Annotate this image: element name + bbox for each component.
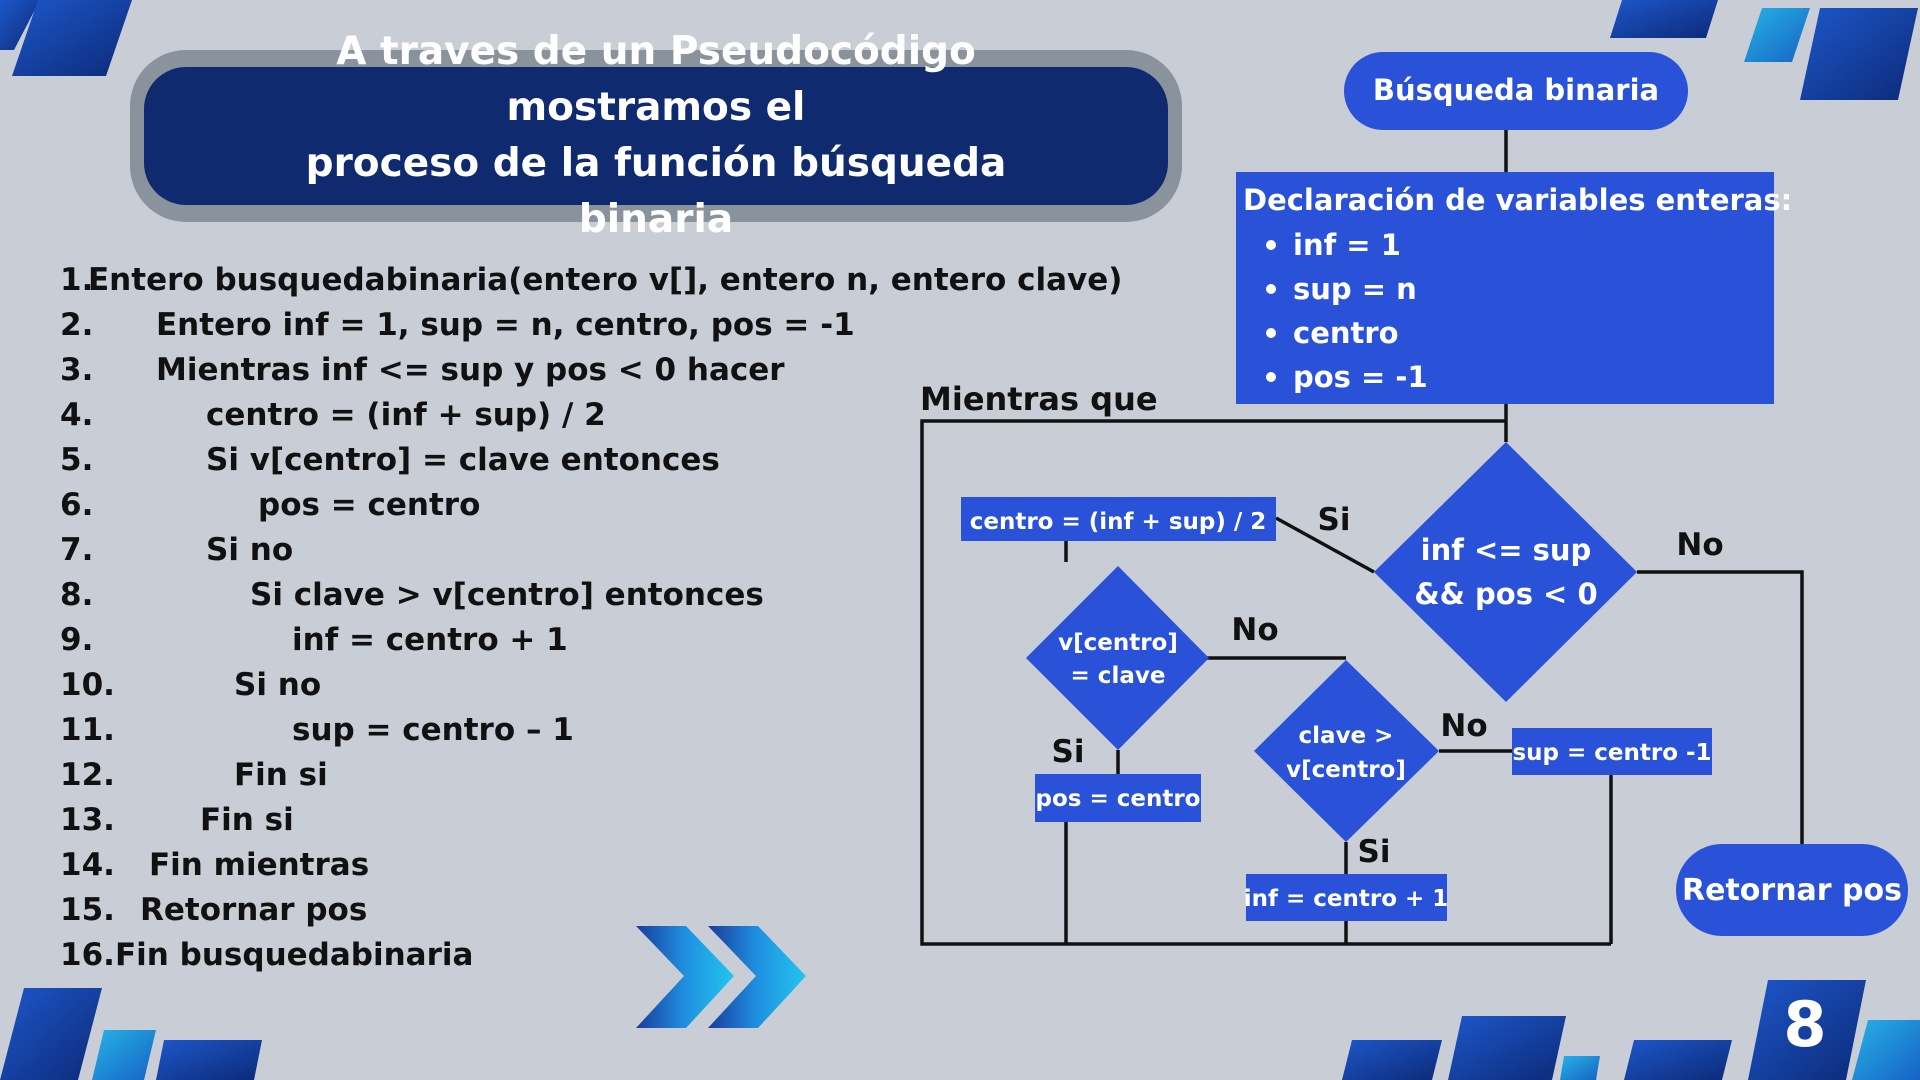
check-greater-line-2: v[centro]: [1286, 757, 1406, 783]
pseudocode-line-text: Entero busquedabinaria(entero v[], entero n, entero clave): [88, 262, 1123, 298]
pseudocode-line-number: 2.: [60, 307, 94, 343]
pseudocode-line-text: Si clave > v[centro] entonces: [250, 577, 764, 613]
pseudocode-line-number: 9.: [60, 622, 94, 658]
loop-condition-line-2: && pos < 0: [1414, 577, 1598, 611]
title-line-1: A traves de un Pseudocódigo mostramos el: [336, 29, 976, 130]
declaration-item-sup: sup = n: [1293, 272, 1417, 306]
pseudocode-line-number: 14.: [60, 847, 115, 883]
pseudocode-line-number: 4.: [60, 397, 94, 433]
title-line-2: proceso de la función búsqueda binaria: [305, 141, 1007, 242]
pseudocode-line-number: 3.: [60, 352, 94, 388]
check-greater-diamond: [1254, 660, 1439, 842]
loop-no-label: No: [1676, 527, 1724, 563]
pseudocode-line-text: pos = centro: [258, 487, 481, 523]
connector-loop-no: [1637, 572, 1802, 844]
pseudocode-line-text: Entero inf = 1, sup = n, centro, pos = -1: [156, 307, 855, 343]
pseudocode-line-number: 16.: [60, 937, 115, 973]
greater-no-label: No: [1440, 708, 1488, 744]
check-greater-line-1: clave >: [1298, 723, 1394, 749]
check-equal-line-2: = clave: [1070, 663, 1166, 689]
check-equal-line-1: v[centro]: [1058, 630, 1178, 656]
greater-yes-label: Si: [1357, 834, 1391, 870]
pseudocode-line-text: Retornar pos: [140, 892, 368, 928]
pseudocode-line-text: Fin si: [200, 802, 294, 838]
pseudocode-line-text: sup = centro – 1: [292, 712, 574, 748]
pseudocode-line-text: Fin mientras: [149, 847, 370, 883]
pseudocode-line-number: 11.: [60, 712, 115, 748]
loop-label: Mientras que: [920, 380, 1158, 418]
check-equal-diamond: [1026, 566, 1209, 750]
pseudocode-line-number: 12.: [60, 757, 115, 793]
end-label: Retornar pos: [1682, 873, 1902, 908]
pseudocode-line-text: Fin busquedabinaria: [115, 937, 474, 973]
loop-condition-line-1: inf <= sup: [1420, 533, 1592, 567]
pseudocode-line-text: Si no: [206, 532, 294, 568]
bullet-icon: [1266, 240, 1276, 250]
pseudocode-line-text: Si v[centro] = clave entonces: [206, 442, 720, 478]
declaration-item-inf: inf = 1: [1293, 228, 1401, 262]
pseudocode-line-text: centro = (inf + sup) / 2: [206, 397, 606, 433]
page-number: 8: [1783, 988, 1827, 1061]
compute-center-label: centro = (inf + sup) / 2: [969, 509, 1267, 535]
pseudocode-line-number: 8.: [60, 577, 94, 613]
loop-condition-diamond: [1374, 442, 1637, 702]
assign-sup-label: sup = centro -1: [1512, 740, 1712, 766]
equal-yes-label: Si: [1051, 734, 1085, 770]
declaration-heading: Declaración de variables enteras:: [1243, 183, 1793, 217]
declaration-item-pos: pos = -1: [1293, 360, 1428, 394]
bullet-icon: [1266, 284, 1276, 294]
bullet-icon: [1266, 372, 1276, 382]
pseudocode-line-number: 7.: [60, 532, 94, 568]
pseudocode-line-number: 15.: [60, 892, 115, 928]
assign-inf-label: inf = centro + 1: [1243, 886, 1449, 912]
start-label: Búsqueda binaria: [1372, 73, 1660, 107]
declaration-item-centro: centro: [1293, 316, 1399, 350]
pseudocode-line-number: 5.: [60, 442, 94, 478]
pseudocode-line-text: Mientras inf <= sup y pos < 0 hacer: [156, 352, 785, 388]
assign-pos-label: pos = centro: [1035, 786, 1201, 812]
equal-no-label: No: [1231, 612, 1279, 648]
pseudocode-line-text: Si no: [234, 667, 322, 703]
pseudocode-line-text: Fin si: [234, 757, 328, 793]
pseudocode-line-number: 6.: [60, 487, 94, 523]
pseudocode-line-number: 13.: [60, 802, 115, 838]
pseudocode-line-number: 10.: [60, 667, 115, 703]
loop-yes-label: Si: [1317, 502, 1351, 538]
pseudocode-line-text: inf = centro + 1: [292, 622, 568, 658]
bullet-icon: [1266, 328, 1276, 338]
pseudocode-line-number: 1.: [60, 262, 94, 298]
